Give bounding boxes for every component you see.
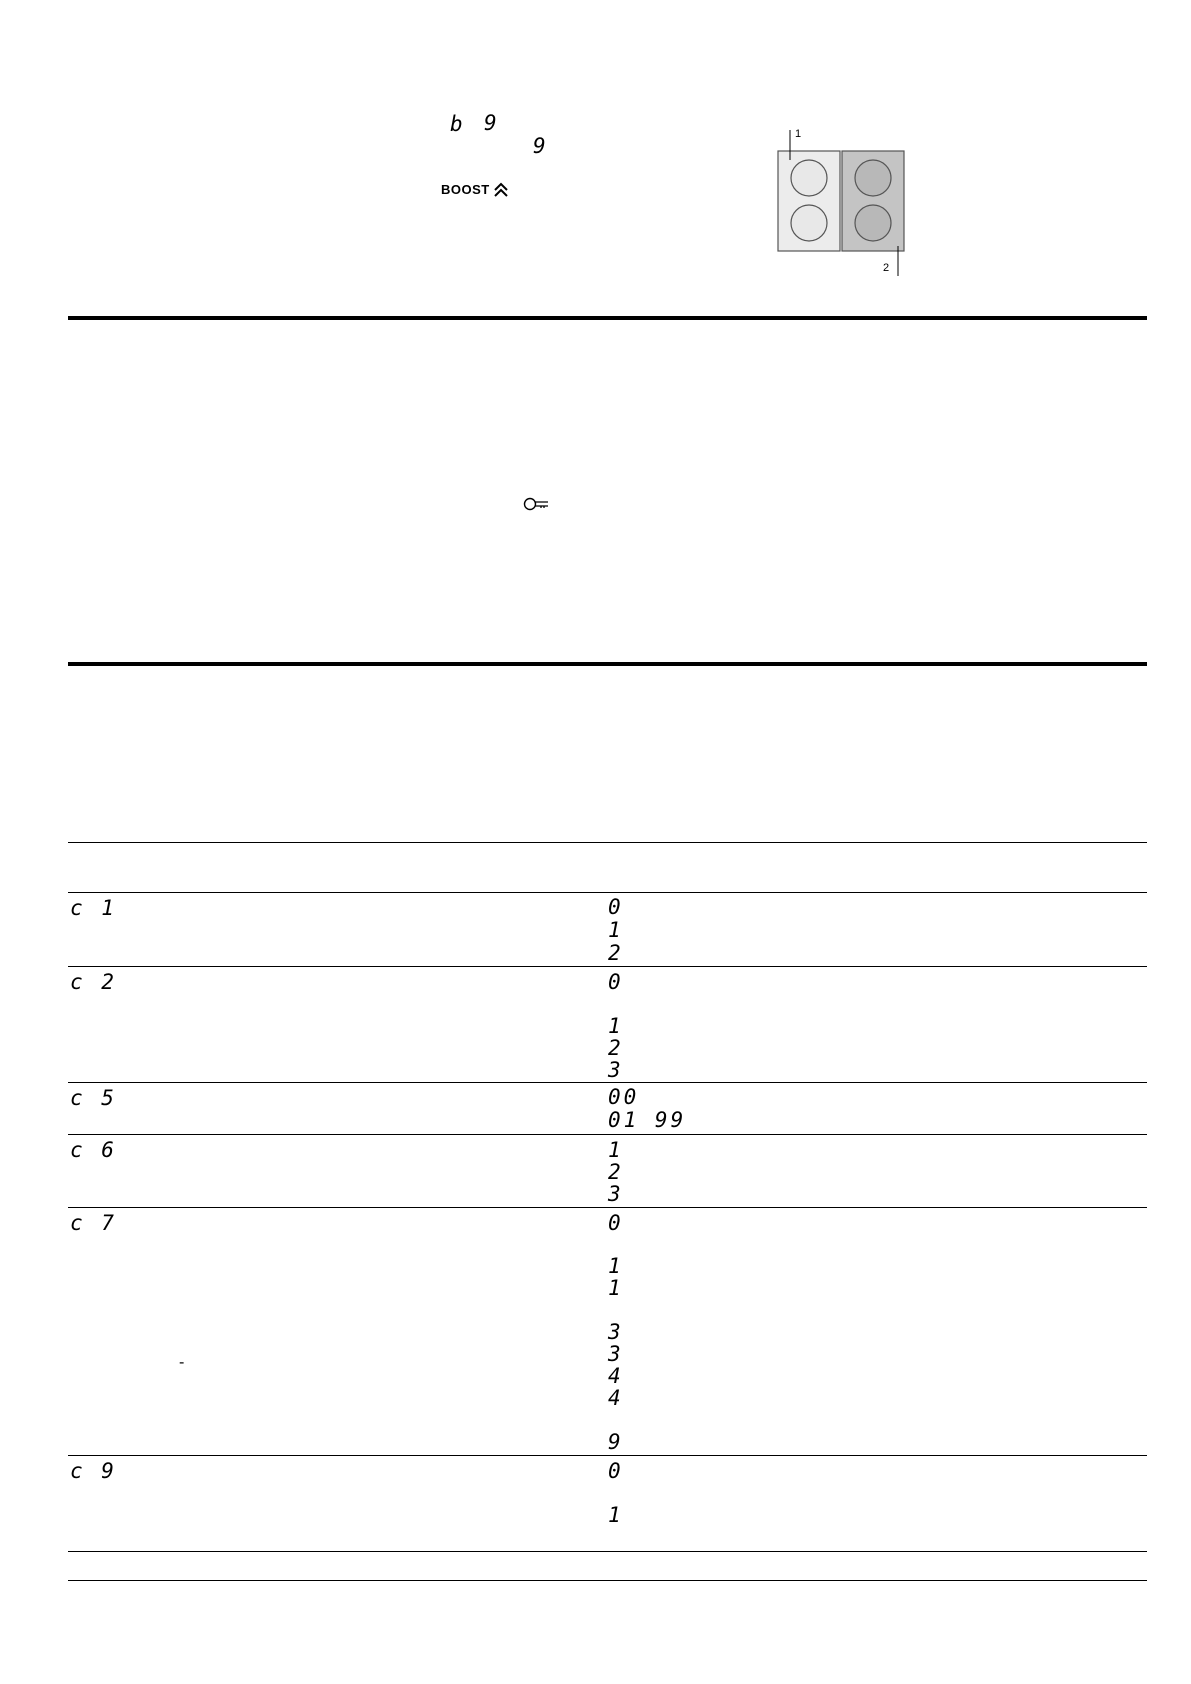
setting-value: 3 [608,1182,624,1206]
table-rule [68,892,1147,893]
callout-label-1: 1 [795,128,802,140]
hob-ring [855,205,891,241]
table-rule [68,1134,1147,1135]
setting-code: c 5 [70,1086,117,1110]
setting-value: 01 99 [608,1108,687,1132]
section-rule [68,316,1147,320]
setting-value: 00 [608,1085,640,1109]
table-rule [68,1082,1147,1083]
setting-value: 2 [608,1036,624,1060]
display-digit-b: b [450,112,466,136]
hob-zones-diagram [770,118,930,278]
setting-value: 0 [608,970,624,994]
setting-value: 3 [608,1058,624,1082]
setting-value: 4 [608,1386,624,1410]
setting-value: 2 [608,941,624,965]
display-digit-9: 9 [533,134,549,158]
section-rule [68,662,1147,666]
setting-value: 4 [608,1364,624,1388]
key-icon [523,496,551,512]
setting-value: 0 [608,1459,624,1483]
setting-value: 9 [608,1430,624,1454]
setting-value: 3 [608,1320,624,1344]
table-rule [68,966,1147,967]
setting-value: 1 [608,1503,624,1527]
callout-label-2: 2 [883,262,890,274]
hob-ring [791,205,827,241]
setting-code: c 1 [70,896,117,920]
boost-indicator [441,181,509,197]
hob-ring [855,160,891,196]
setting-code: c 2 [70,970,117,994]
table-rule [68,1580,1147,1581]
setting-value: 0 [608,1211,624,1235]
table-rule [68,1207,1147,1208]
setting-value: 1 [608,918,624,942]
setting-value: 2 [608,1160,624,1184]
boost-label: BOOST [441,181,490,197]
setting-code: c 7 [70,1211,117,1235]
setting-value: 1 [608,1276,624,1300]
hob-ring [791,160,827,196]
table-rule [68,1455,1147,1456]
setting-value: 0 [608,895,624,919]
range-dash: - [179,1354,185,1371]
setting-value: 3 [608,1342,624,1366]
boost-chevron-icon [493,181,509,197]
setting-value: 1 [608,1254,624,1278]
setting-value: 1 [608,1014,624,1038]
setting-code: c 6 [70,1138,117,1162]
table-rule [68,1551,1147,1552]
setting-code: c 9 [70,1459,117,1483]
display-digit-9: 9 [484,111,500,135]
table-rule [68,842,1147,843]
setting-value: 1 [608,1138,624,1162]
